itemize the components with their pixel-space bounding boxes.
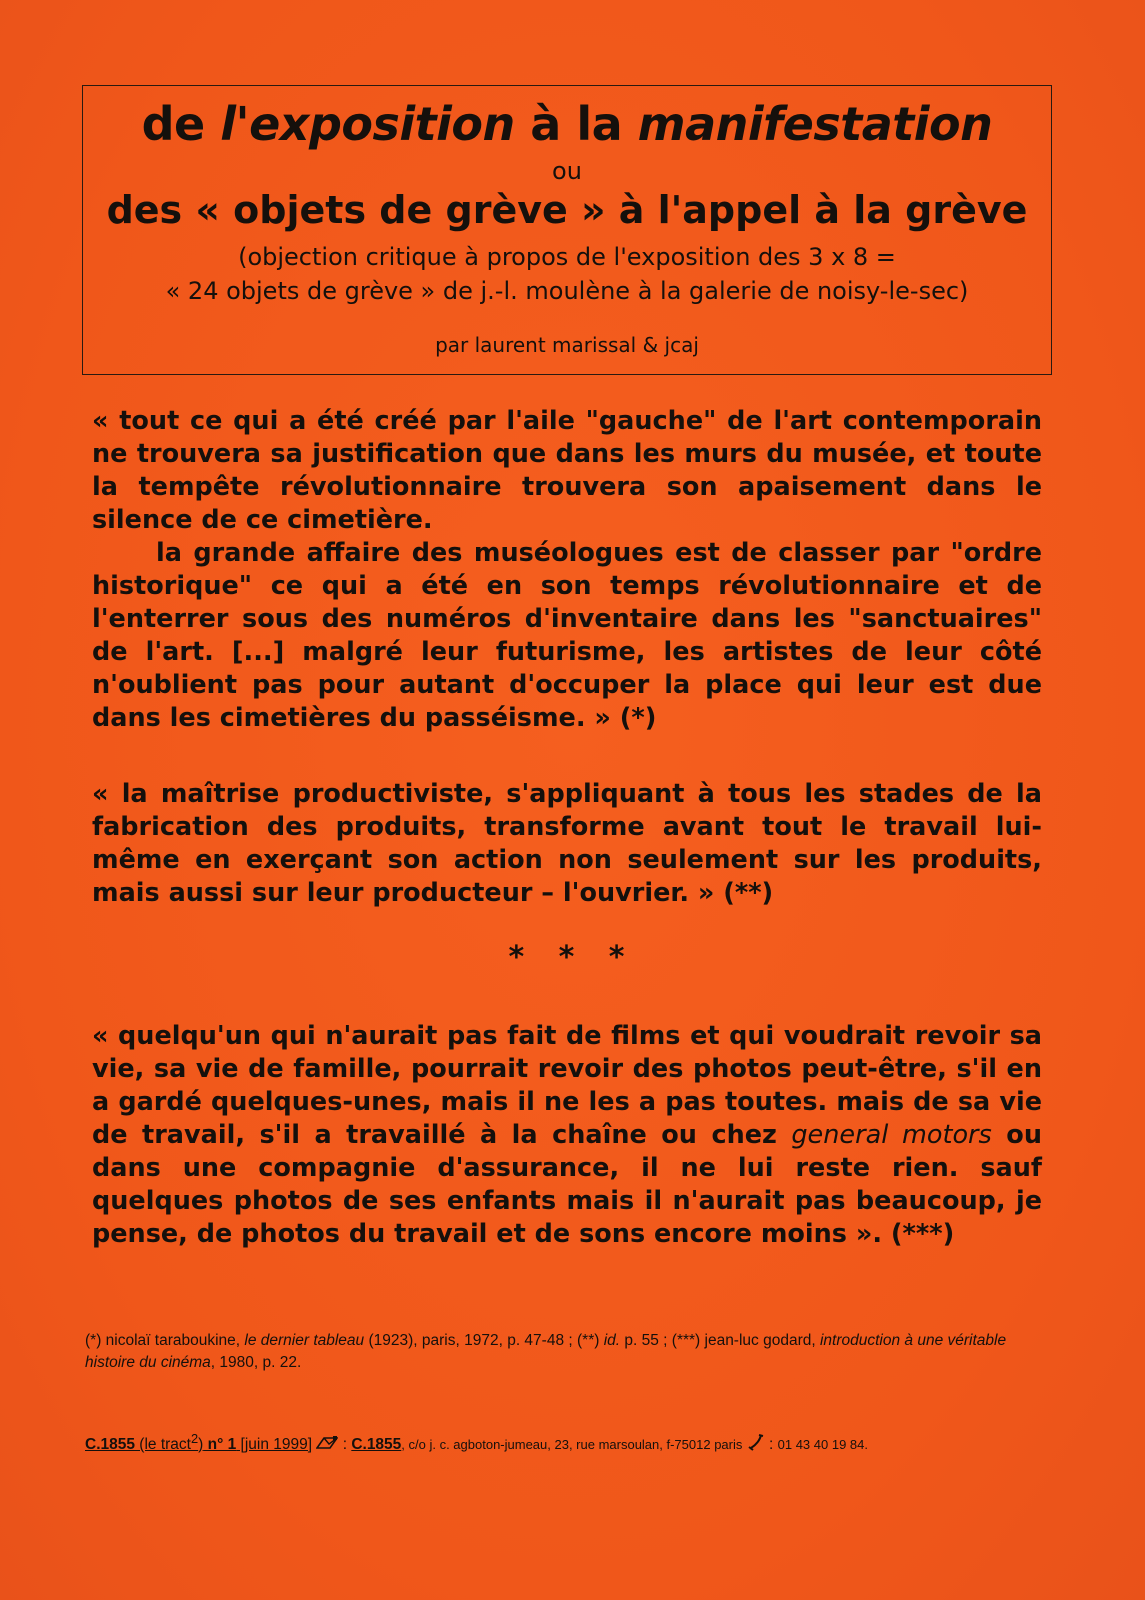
quote-godard [92, 1020, 1042, 1251]
imprint: C.1855 (le tract$^2$) n° 1 [juin 1999] : C.1855, c/o j. c. agboton-jumeau, 23, rue marsoulan, f-75012 paris : 01 43 40 19 84. [85, 1428, 1085, 1458]
imprint-title: C.1855 (le tract$^2$) n° 1 [juin 1999] [85, 1431, 313, 1454]
title-ou: ou [552, 157, 582, 185]
subtitle-line-1: (objection critique à propos de l'exposition des 3 x 8 = [238, 243, 896, 271]
quote-productivism [92, 778, 1042, 910]
subtitle [83, 240, 1051, 308]
subtitle-line-2: « 24 objets de grève » de j.-l. moulène à la galerie de noisy-le-sec) [165, 277, 969, 305]
quote-paragraph: « tout ce qui a été créé par l'aile "gauche" de l'art contemporain ne trouvera sa justification que dans les murs du musée, et toute la tempête révolutionnaire trouvera son apaisement dans le silence de ce cimetière. [92, 406, 1042, 535]
quote-paragraph: la grande affaire des muséologues est de classer par "ordre historique" ce qui a été en son temps révolutionnaire et de l'enterrer sous des numéros d'inventaire dans les "sanctuaires" de l'art. [...] malgré leur futurisme, les artistes de leur côté n'oublient pas pour autant d'occuper la place qui leur est due dans les cimetières du passéisme. » (*) [92, 538, 1042, 733]
imprint-address: , c/o j. c. agboton-jumeau, 23, rue marsoulan, f-75012 paris [401, 1437, 743, 1453]
phone-icon [747, 1433, 765, 1458]
separator: * * * [508, 940, 637, 975]
imprint-code: C.1855 [351, 1436, 402, 1454]
imprint-phone: 01 43 40 19 84. [777, 1437, 868, 1453]
authors: par laurent marissal & jcaj [435, 333, 699, 357]
footnotes: (*) nicolaï taraboukine, le dernier tableau (1923), paris, 1972, p. 47-48 ; (**) id. p. 55 ; (***) jean-luc godard, introduction à une véritable histoire du cinéma, 1980, p. 22. [85, 1332, 1007, 1371]
quote-paragraph: « la maîtrise productiviste, s'appliquant à tous les stades de la fabrication des produits, transforme avant tout le travail lui-même en exerçant son action non seulement sur les produits, mais aussi sur leur producteur – l'ouvrier. » (**) [92, 779, 1042, 908]
title-box [82, 85, 1052, 375]
quote-taraboukine [92, 405, 1042, 735]
secondary-title: des « objets de grève » à l'appel à la grève [106, 188, 1028, 232]
quote-paragraph: « quelqu'un qui n'aurait pas fait de films et qui voudrait revoir sa vie, sa vie de famille, pourrait revoir des photos peut-être, s'il en a gardé quelques-unes, mais il ne les a pas toutes. mais de sa vie de travail, s'il a travaillé à la chaîne ou chez general motors ou dans une compagnie d'assurance, il ne lui reste rien. sauf quelques photos de ses enfants mais il n'aurait pas beaucoup, je pense, de photos du travail et de sons encore moins ». (***) [92, 1021, 1042, 1249]
mail-icon [316, 1434, 338, 1456]
main-title: de l'exposition à la manifestation [141, 97, 993, 151]
